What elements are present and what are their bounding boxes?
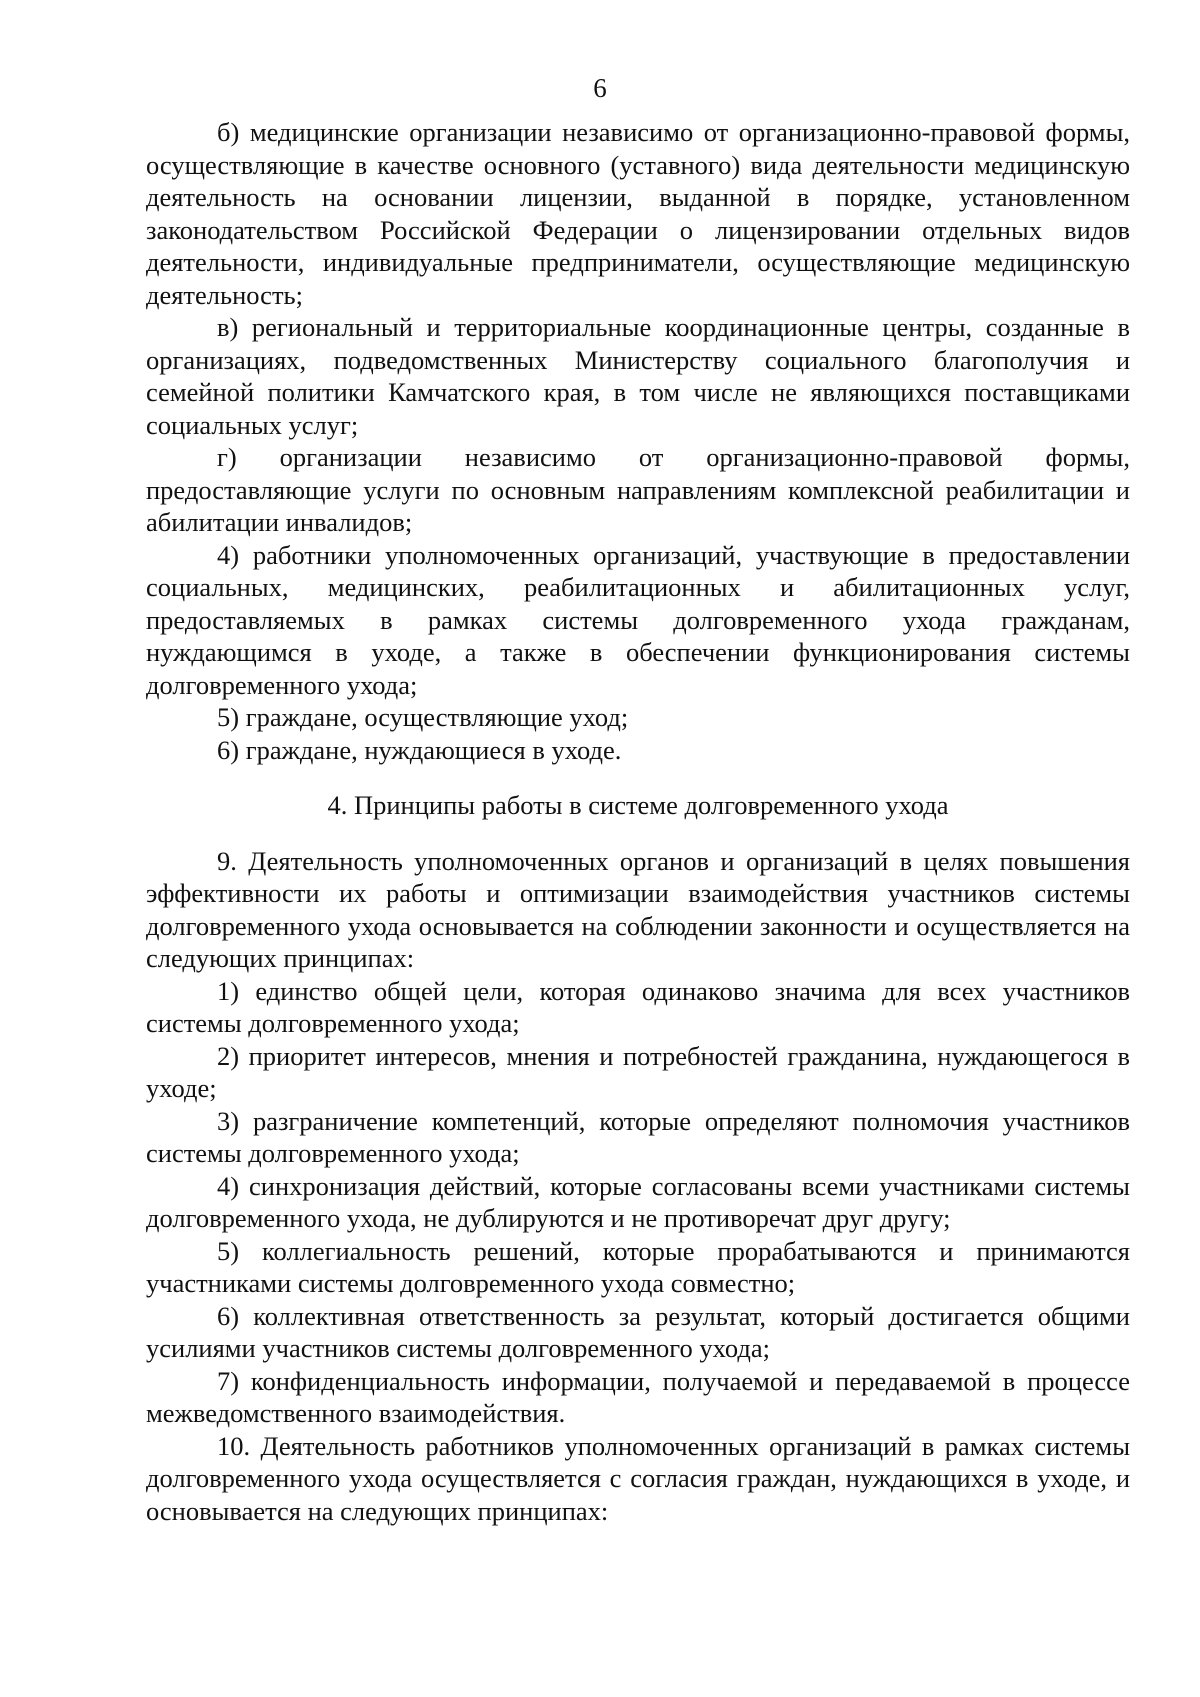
page-number: 6	[593, 73, 607, 103]
paragraph-10-workers-activity: 10. Деятельность работников уполномоченных организаций в рамках системы долговременного ухода осуществляется с согласия граждан, нуждающихся в уходе, и основывается на следующих принципах:	[146, 1430, 1130, 1526]
section-heading: 4. Принципы работы в системе долговременного ухода	[327, 790, 949, 820]
principle-5-collegiality: 5) коллегиальность решений, которые прорабатываются и принимаются участниками системы долговременного ухода совместно;	[146, 1235, 1130, 1298]
principle-2-priority-interests: 2) приоритет интересов, мнения и потребностей гражданина, нуждающегося в уходе;	[146, 1040, 1130, 1103]
paragraph-b-medical-organizations: б) медицинские организации независимо от организационно-правовой формы, осуществляющие в качестве основного (уставного) вида деятельности медицинскую деятельность на основании лицензии, выданной в порядке, установленном законодательством Российской Федерации о лицензировании отдельных видов деятельности, индивидуальные предприниматели, осуществляющие медицинскую деятельность;	[146, 117, 1130, 310]
principle-6-collective-responsibility: 6) коллективная ответственность за результат, который достигается общими усилиями участников системы долговременного ухода;	[146, 1300, 1130, 1363]
principle-3-competence-separation: 3) разграничение компетенций, которые определяют полномочия участников системы долговременного ухода;	[146, 1105, 1130, 1168]
principle-4-synchronization: 4) синхронизация действий, которые согласованы всеми участниками системы долговременного ухода, не дублируются и не противоречат друг другу;	[146, 1170, 1130, 1233]
principle-1-common-goal: 1) единство общей цели, которая одинаково значима для всех участников системы долговременного ухода;	[146, 975, 1130, 1038]
paragraph-v-coordination-centers: в) региональный и территориальные координационные центры, созданные в организациях, подведомственных Министерству социального благополучия и семейной политики Камчатского края, в том числе не являющихся поставщиками социальных услуг;	[146, 312, 1130, 440]
principle-7-confidentiality: 7) конфиденциальность информации, получаемой и передаваемой в процессе межведомственного взаимодействия.	[146, 1365, 1130, 1428]
paragraph-9-activity-principles: 9. Деятельность уполномоченных органов и организаций в целях повышения эффективности их работы и оптимизации взаимодействия участников системы долговременного ухода основывается на соблюдении законности и осуществляется на следующих принципах:	[146, 845, 1130, 973]
document-body	[146, 116, 1130, 1527]
paragraph-6-care-recipients: 6) граждане, нуждающиеся в уходе.	[217, 734, 622, 765]
paragraph-5-caregivers: 5) граждане, осуществляющие уход;	[217, 702, 629, 732]
paragraph-g-rehabilitation-organizations: г) организации независимо от организационно-правовой формы, предоставляющие услуги по основным направлениям комплексной реабилитации и абилитации инвалидов;	[146, 442, 1130, 537]
paragraph-4-workers: 4) работники уполномоченных организаций, участвующие в предоставлении социальных, медицинских, реабилитационных и абилитационных услуг, предоставляемых в рамках системы долговременного ухода гражданам, нуждающимся в уходе, а также в обеспечении функционирования системы долговременного ухода;	[146, 539, 1130, 700]
